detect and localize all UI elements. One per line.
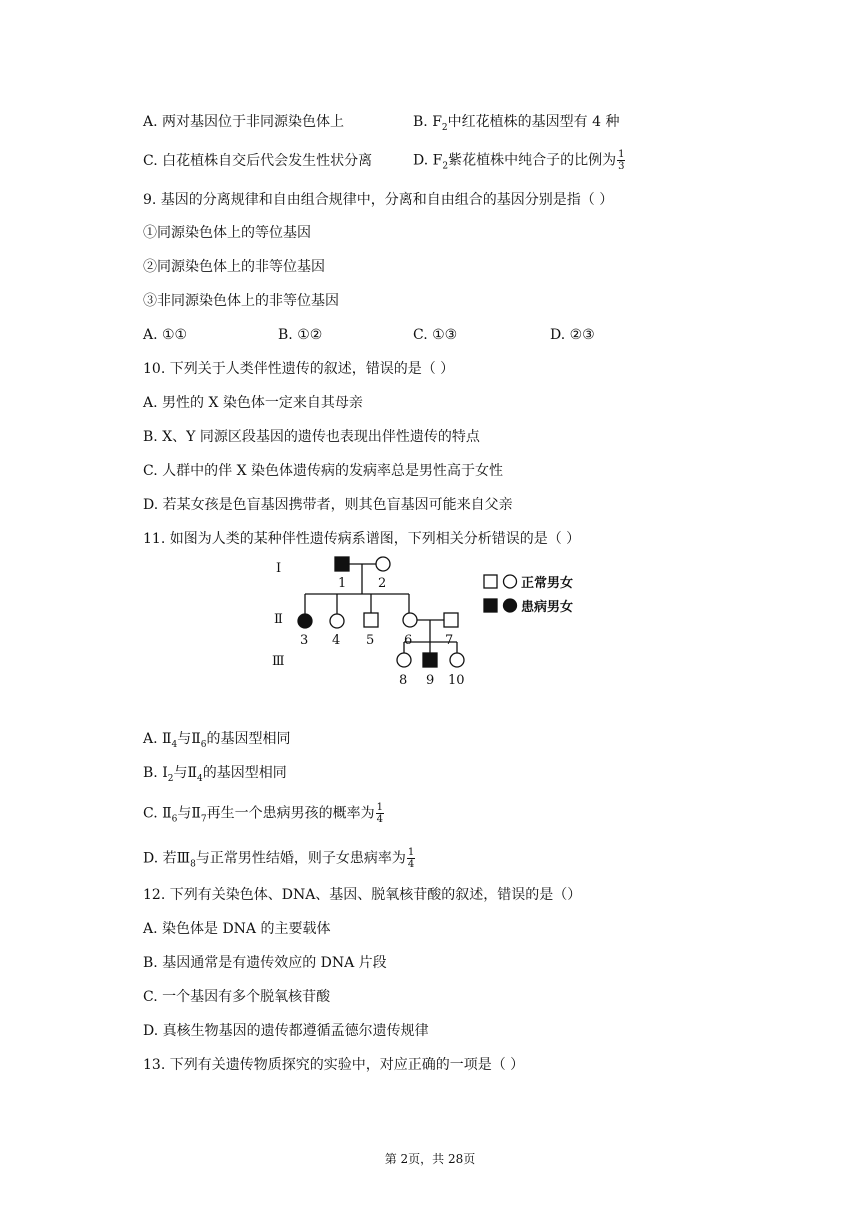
q10-option-b: B. X、Y 同源区段基因的遗传也表现出伴性遗传的特点 bbox=[143, 429, 480, 445]
individual-number: 1 bbox=[338, 576, 347, 591]
legend-normal-male-icon bbox=[484, 575, 497, 588]
q12-stem: 12. 下列有关染色体、DNA、基因、脱氧核苷酸的叙述，错误的是（） bbox=[143, 887, 582, 903]
legend-affected-female-icon bbox=[504, 599, 517, 612]
q11-option-c: C. $Ⅱ_6$与$Ⅱ_7$再生一个患病男孩的概率为 $\frac{1}{4}$ bbox=[143, 802, 383, 825]
individual-I2-normal-female bbox=[376, 557, 390, 571]
legend-normal-label: 正常男女 bbox=[521, 576, 574, 591]
q10-stem: 10. 下列关于人类伴性遗传的叙述，错误的是（ ） bbox=[143, 361, 455, 377]
individual-number: 3 bbox=[300, 633, 309, 648]
generation-label-3: Ⅲ bbox=[272, 654, 285, 669]
q11-option-d: D. 若$Ⅲ_8$与正常男性结婚，则子女患病率为 $\frac{1}{4}$ bbox=[143, 847, 415, 870]
q9-option-b: B. ①② bbox=[278, 327, 323, 343]
q9-statement-3: ③非同源染色体上的非等位基因 bbox=[143, 293, 339, 309]
q10-option-d: D. 若某女孩是色盲基因携带者，则其色盲基因可能来自父亲 bbox=[143, 497, 513, 513]
individual-number: 2 bbox=[378, 576, 387, 591]
q13-stem: 13. 下列有关遗传物质探究的实验中，对应正确的一项是（ ） bbox=[143, 1057, 525, 1073]
q10-option-a: A. 男性的 X 染色体一定来自其母亲 bbox=[143, 395, 363, 411]
fraction: $\frac{1}{4}$ bbox=[407, 847, 415, 870]
q11-option-a: A. $Ⅱ_4$与$Ⅱ_6$的基因型相同 bbox=[143, 731, 291, 750]
q11-stem: 11. 如图为人类的某种伴性遗传病系谱图，下列相关分析错误的是（ ） bbox=[143, 531, 581, 547]
fraction: $\frac{1}{4}$ bbox=[376, 802, 383, 825]
individual-number: 5 bbox=[366, 633, 375, 648]
individual-number: 6 bbox=[404, 633, 413, 648]
q8-option-d: D. $F_2$紫花植株中纯合子的比例为 $\frac{1}{3}$ bbox=[413, 149, 625, 172]
generation-label-1: Ⅰ bbox=[276, 561, 282, 576]
q9-option-d: D. ②③ bbox=[550, 327, 595, 343]
q9-stem: 9. 基因的分离规律和自由组合规律中，分离和自由组合的基因分别是指（ ） bbox=[143, 192, 614, 208]
individual-II6-normal-female bbox=[403, 613, 417, 627]
individual-number: 4 bbox=[332, 633, 341, 648]
q9-option-c: C. ①③ bbox=[413, 327, 458, 343]
q12-option-b: B. 基因通常是有遗传效应的 DNA 片段 bbox=[143, 955, 387, 971]
q8-option-b: B. $F_2$中红花植株的基因型有 4 种 bbox=[413, 114, 620, 133]
page-footer: 第 2页，共 28页 bbox=[384, 1152, 476, 1166]
fraction: $\frac{1}{3}$ bbox=[618, 149, 625, 172]
q9-option-a: A. ①① bbox=[143, 327, 188, 343]
q10-option-c: C. 人群中的伴 X 染色体遗传病的发病率总是男性高于女性 bbox=[143, 463, 503, 479]
individual-number: 9 bbox=[426, 673, 435, 688]
individual-III10-normal-female bbox=[450, 653, 464, 667]
individual-number: 7 bbox=[445, 633, 454, 648]
individual-III8-normal-female bbox=[397, 653, 411, 667]
individual-number: 8 bbox=[399, 673, 408, 688]
q11-option-b: B. $Ⅰ_2$与$Ⅱ_4$的基因型相同 bbox=[143, 765, 287, 784]
pedigree-chart bbox=[262, 550, 592, 690]
legend-affected-label: 患病男女 bbox=[521, 600, 574, 615]
legend-affected-male-icon bbox=[484, 599, 497, 612]
q12-option-c: C. 一个基因有多个脱氧核苷酸 bbox=[143, 989, 331, 1005]
individual-number: 10 bbox=[448, 673, 465, 688]
q12-option-d: D. 真核生物基因的遗传都遵循孟德尔遗传规律 bbox=[143, 1023, 429, 1039]
individual-II5-normal-male bbox=[364, 613, 378, 627]
individual-II4-normal-female bbox=[330, 614, 344, 628]
q8-option-a: A. 两对基因位于非同源染色体上 bbox=[143, 114, 345, 130]
individual-III9-affected-male bbox=[423, 653, 437, 667]
individual-II3-affected-female bbox=[298, 614, 312, 628]
individual-I1-affected-male bbox=[335, 557, 349, 571]
q8-option-c: C. 白花植株自交后代会发生性状分离 bbox=[143, 153, 373, 169]
q9-statement-2: ②同源染色体上的非等位基因 bbox=[143, 259, 325, 275]
generation-label-2: Ⅱ bbox=[274, 612, 283, 627]
q12-option-a: A. 染色体是 DNA 的主要载体 bbox=[143, 921, 331, 937]
legend-normal-female-icon bbox=[504, 575, 517, 588]
q9-statement-1: ①同源染色体上的等位基因 bbox=[143, 225, 311, 241]
individual-II7-normal-male bbox=[444, 613, 458, 627]
